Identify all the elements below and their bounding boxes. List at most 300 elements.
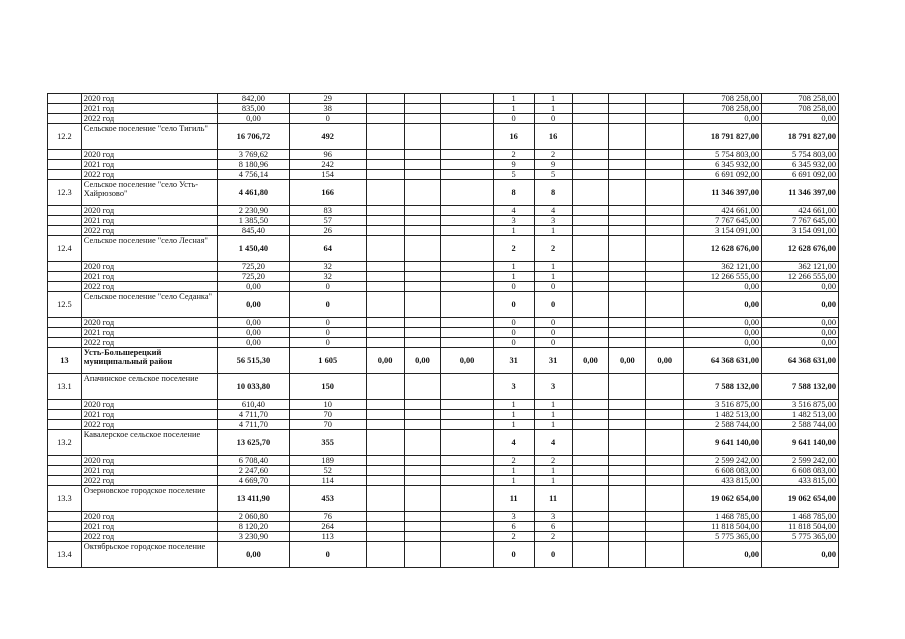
row-number-cell: [48, 272, 82, 282]
residents-cell: 0: [289, 328, 366, 338]
houses-cell: 0: [493, 542, 534, 568]
cost-cell: 0,00: [684, 328, 762, 338]
houses-total-cell: 3: [534, 216, 572, 226]
area-cell: 13 411,90: [218, 486, 290, 512]
row-number-cell: [48, 206, 82, 216]
col-5-cell: [404, 512, 441, 522]
houses-total-cell: 0: [534, 542, 572, 568]
year-row: [48, 456, 839, 466]
col-9-cell: [572, 456, 609, 466]
area-cell: 2 060,80: [218, 512, 290, 522]
col-6-cell: [441, 374, 493, 400]
col-9-cell: [572, 420, 609, 430]
col-5-cell: [404, 542, 441, 568]
houses-cell: 5: [493, 170, 534, 180]
col-11-cell: [646, 338, 684, 348]
col-11-cell: [646, 512, 684, 522]
cost-total-cell: 2 588 744,00: [762, 420, 839, 430]
row-number-cell: [48, 420, 82, 430]
col-4-cell: [366, 374, 404, 400]
cost-total-cell: 12 628 676,00: [762, 236, 839, 262]
col-6-cell: [441, 456, 493, 466]
settlement-row: [48, 236, 839, 262]
row-number-cell: 12.4: [48, 236, 82, 262]
houses-cell: 4: [493, 430, 534, 456]
houses-total-cell: 3: [534, 512, 572, 522]
col-10-cell: [609, 374, 646, 400]
row-number-cell: [48, 410, 82, 420]
row-number-cell: 13.2: [48, 430, 82, 456]
row-number-cell: [48, 466, 82, 476]
col-4-cell: [366, 104, 404, 114]
houses-total-cell: 8: [534, 180, 572, 206]
col-9-cell: [572, 150, 609, 160]
cost-cell: 3 516 875,00: [684, 400, 762, 410]
col-9-cell: [572, 180, 609, 206]
col-9-cell: [572, 476, 609, 486]
cost-total-cell: 708 258,00: [762, 94, 839, 104]
col-9-cell: [572, 282, 609, 292]
houses-total-cell: 11: [534, 486, 572, 512]
col-9-cell: [572, 104, 609, 114]
col-11-cell: [646, 374, 684, 400]
residents-cell: 64: [289, 236, 366, 262]
houses-cell: 0: [493, 338, 534, 348]
settlement-name-cell: 2020 год: [81, 262, 217, 272]
col-6-cell: [441, 476, 493, 486]
year-row: [48, 476, 839, 486]
area-cell: 16 706,72: [218, 124, 290, 150]
houses-total-cell: 1: [534, 104, 572, 114]
col-10-cell: [609, 180, 646, 206]
houses-total-cell: 0: [534, 338, 572, 348]
col-10-cell: [609, 466, 646, 476]
col-5-cell: [404, 94, 441, 104]
row-number-cell: [48, 226, 82, 236]
settlement-name-cell: 2021 год: [81, 272, 217, 282]
col-5-cell: [404, 338, 441, 348]
houses-total-cell: 1: [534, 476, 572, 486]
row-number-cell: [48, 216, 82, 226]
cost-cell: 18 791 827,00: [684, 124, 762, 150]
area-cell: 2 230,90: [218, 206, 290, 216]
col-4-cell: [366, 216, 404, 226]
houses-total-cell: 4: [534, 430, 572, 456]
cost-total-cell: 6 691 092,00: [762, 170, 839, 180]
settlement-name-cell: Сельское поселение "село Лесная": [81, 236, 217, 262]
col-5-cell: [404, 124, 441, 150]
year-row: [48, 410, 839, 420]
houses-cell: 0: [493, 318, 534, 328]
col-5-cell: [404, 216, 441, 226]
col-5-cell: [404, 150, 441, 160]
year-row: [48, 338, 839, 348]
col-10-cell: [609, 124, 646, 150]
cost-total-cell: 2 599 242,00: [762, 456, 839, 466]
col-5-cell: [404, 236, 441, 262]
area-cell: 845,40: [218, 226, 290, 236]
col-11-cell: [646, 328, 684, 338]
col-9-cell: [572, 486, 609, 512]
col-6-cell: [441, 542, 493, 568]
col-5-cell: [404, 466, 441, 476]
cost-total-cell: 12 266 555,00: [762, 272, 839, 282]
settlement-name-cell: Октябрьское городское поселение: [81, 542, 217, 568]
col-9-cell: [572, 226, 609, 236]
row-number-cell: [48, 532, 82, 542]
row-number-cell: [48, 104, 82, 114]
col-6-cell: [441, 160, 493, 170]
area-cell: 725,20: [218, 262, 290, 272]
col-11-cell: [646, 420, 684, 430]
col-6-cell: [441, 216, 493, 226]
col-10-cell: [609, 476, 646, 486]
col-9-cell: [572, 124, 609, 150]
cost-cell: 1 468 785,00: [684, 512, 762, 522]
col-11-cell: [646, 532, 684, 542]
area-cell: 842,00: [218, 94, 290, 104]
area-cell: 0,00: [218, 282, 290, 292]
col-4-cell: [366, 206, 404, 216]
houses-total-cell: 1: [534, 272, 572, 282]
houses-total-cell: 1: [534, 420, 572, 430]
residents-cell: 52: [289, 466, 366, 476]
settlement-row: [48, 124, 839, 150]
cost-cell: 0,00: [684, 542, 762, 568]
residents-cell: 355: [289, 430, 366, 456]
cost-total-cell: 3 154 091,00: [762, 226, 839, 236]
col-4-cell: [366, 272, 404, 282]
cost-total-cell: 11 346 397,00: [762, 180, 839, 206]
cost-total-cell: 19 062 654,00: [762, 486, 839, 512]
col-6-cell: [441, 522, 493, 532]
col-6-cell: [441, 512, 493, 522]
houses-total-cell: 2: [534, 456, 572, 466]
settlement-name-cell: 2022 год: [81, 170, 217, 180]
year-row: [48, 512, 839, 522]
cost-total-cell: 362 121,00: [762, 262, 839, 272]
houses-cell: 6: [493, 522, 534, 532]
houses-total-cell: 16: [534, 124, 572, 150]
cost-cell: 64 368 631,00: [684, 348, 762, 374]
year-row: [48, 170, 839, 180]
area-cell: 2 247,60: [218, 466, 290, 476]
cost-total-cell: 11 818 504,00: [762, 522, 839, 532]
settlement-name-cell: 2021 год: [81, 216, 217, 226]
col-6-cell: [441, 236, 493, 262]
col-9-cell: [572, 466, 609, 476]
col-11-cell: [646, 236, 684, 262]
housing-program-table: [47, 93, 839, 568]
cost-cell: 362 121,00: [684, 262, 762, 272]
col-11-cell: [646, 430, 684, 456]
col-4-cell: [366, 486, 404, 512]
cost-total-cell: 5 775 365,00: [762, 532, 839, 542]
col-10-cell: 0,00: [609, 348, 646, 374]
year-row: [48, 104, 839, 114]
settlement-name-cell: 2022 год: [81, 226, 217, 236]
col-9-cell: [572, 532, 609, 542]
cost-total-cell: 433 815,00: [762, 476, 839, 486]
col-4-cell: [366, 292, 404, 318]
col-9-cell: [572, 400, 609, 410]
year-row: [48, 328, 839, 338]
cost-total-cell: 7 767 645,00: [762, 216, 839, 226]
cost-total-cell: 5 754 803,00: [762, 150, 839, 160]
col-11-cell: [646, 180, 684, 206]
settlement-name-cell: 2022 год: [81, 420, 217, 430]
houses-total-cell: 9: [534, 160, 572, 170]
col-11-cell: [646, 124, 684, 150]
row-number-cell: [48, 328, 82, 338]
settlement-row: [48, 430, 839, 456]
houses-cell: 1: [493, 104, 534, 114]
houses-total-cell: 1: [534, 262, 572, 272]
residents-cell: 38: [289, 104, 366, 114]
col-11-cell: [646, 104, 684, 114]
col-11-cell: [646, 466, 684, 476]
col-5-cell: [404, 292, 441, 318]
cost-total-cell: 708 258,00: [762, 104, 839, 114]
cost-cell: 1 482 513,00: [684, 410, 762, 420]
houses-cell: 2: [493, 456, 534, 466]
houses-total-cell: 0: [534, 282, 572, 292]
year-row: [48, 272, 839, 282]
col-4-cell: [366, 430, 404, 456]
cost-total-cell: 0,00: [762, 114, 839, 124]
cost-cell: 19 062 654,00: [684, 486, 762, 512]
settlement-name-cell: 2022 год: [81, 338, 217, 348]
col-4-cell: [366, 226, 404, 236]
col-5-cell: 0,00: [404, 348, 441, 374]
col-5-cell: [404, 272, 441, 282]
houses-total-cell: 0: [534, 328, 572, 338]
col-10-cell: [609, 282, 646, 292]
area-cell: 0,00: [218, 328, 290, 338]
col-10-cell: [609, 104, 646, 114]
residents-cell: 96: [289, 150, 366, 160]
residents-cell: 57: [289, 216, 366, 226]
residents-cell: 264: [289, 522, 366, 532]
col-4-cell: [366, 318, 404, 328]
houses-cell: 9: [493, 160, 534, 170]
cost-cell: 0,00: [684, 114, 762, 124]
cost-cell: 5 754 803,00: [684, 150, 762, 160]
col-4-cell: [366, 94, 404, 104]
residents-cell: 29: [289, 94, 366, 104]
col-6-cell: [441, 94, 493, 104]
cost-cell: 2 588 744,00: [684, 420, 762, 430]
area-cell: 725,20: [218, 272, 290, 282]
area-cell: 610,40: [218, 400, 290, 410]
residents-cell: 166: [289, 180, 366, 206]
col-10-cell: [609, 522, 646, 532]
houses-cell: 11: [493, 486, 534, 512]
col-10-cell: [609, 512, 646, 522]
settlement-name-cell: 2021 год: [81, 466, 217, 476]
col-11-cell: [646, 170, 684, 180]
col-5-cell: [404, 410, 441, 420]
houses-total-cell: 6: [534, 522, 572, 532]
cost-cell: 7 767 645,00: [684, 216, 762, 226]
cost-total-cell: 1 468 785,00: [762, 512, 839, 522]
residents-cell: 70: [289, 410, 366, 420]
cost-cell: 7 588 132,00: [684, 374, 762, 400]
settlement-name-cell: Кавалерское сельское поселение: [81, 430, 217, 456]
settlement-name-cell: 2022 год: [81, 532, 217, 542]
row-number-cell: [48, 456, 82, 466]
row-number-cell: [48, 114, 82, 124]
row-number-cell: [48, 318, 82, 328]
col-9-cell: [572, 542, 609, 568]
houses-cell: 1: [493, 410, 534, 420]
col-10-cell: [609, 430, 646, 456]
col-6-cell: [441, 272, 493, 282]
year-row: [48, 226, 839, 236]
houses-total-cell: 1: [534, 94, 572, 104]
houses-total-cell: 1: [534, 400, 572, 410]
col-11-cell: [646, 456, 684, 466]
houses-cell: 1: [493, 272, 534, 282]
col-6-cell: [441, 318, 493, 328]
cost-cell: 9 641 140,00: [684, 430, 762, 456]
residents-cell: 0: [289, 318, 366, 328]
area-cell: 3 230,90: [218, 532, 290, 542]
cost-cell: 3 154 091,00: [684, 226, 762, 236]
cost-total-cell: 9 641 140,00: [762, 430, 839, 456]
houses-total-cell: 31: [534, 348, 572, 374]
row-number-cell: 12.2: [48, 124, 82, 150]
col-10-cell: [609, 206, 646, 216]
cost-cell: 11 818 504,00: [684, 522, 762, 532]
col-5-cell: [404, 476, 441, 486]
cost-cell: 6 345 932,00: [684, 160, 762, 170]
col-5-cell: [404, 262, 441, 272]
residents-cell: 32: [289, 272, 366, 282]
houses-cell: 3: [493, 374, 534, 400]
col-4-cell: [366, 150, 404, 160]
col-9-cell: [572, 410, 609, 420]
cost-cell: 0,00: [684, 318, 762, 328]
col-9-cell: [572, 338, 609, 348]
residents-cell: 76: [289, 512, 366, 522]
col-10-cell: [609, 272, 646, 282]
col-9-cell: [572, 512, 609, 522]
col-10-cell: [609, 328, 646, 338]
houses-total-cell: 0: [534, 114, 572, 124]
houses-cell: 2: [493, 236, 534, 262]
cost-total-cell: 7 588 132,00: [762, 374, 839, 400]
settlement-name-cell: 2021 год: [81, 522, 217, 532]
houses-total-cell: 0: [534, 292, 572, 318]
year-row: [48, 160, 839, 170]
area-cell: 8 180,96: [218, 160, 290, 170]
col-9-cell: [572, 206, 609, 216]
cost-total-cell: 0,00: [762, 318, 839, 328]
settlement-name-cell: 2020 год: [81, 318, 217, 328]
col-5-cell: [404, 420, 441, 430]
col-6-cell: [441, 532, 493, 542]
col-10-cell: [609, 410, 646, 420]
cost-cell: 433 815,00: [684, 476, 762, 486]
col-6-cell: [441, 282, 493, 292]
cost-total-cell: 3 516 875,00: [762, 400, 839, 410]
year-row: [48, 318, 839, 328]
houses-cell: 8: [493, 180, 534, 206]
col-4-cell: [366, 466, 404, 476]
col-4-cell: [366, 328, 404, 338]
col-9-cell: [572, 262, 609, 272]
cost-total-cell: 18 791 827,00: [762, 124, 839, 150]
houses-cell: 1: [493, 226, 534, 236]
area-cell: 0,00: [218, 318, 290, 328]
row-number-cell: 13.4: [48, 542, 82, 568]
houses-total-cell: 2: [534, 150, 572, 160]
col-11-cell: [646, 476, 684, 486]
col-4-cell: [366, 282, 404, 292]
area-cell: 10 033,80: [218, 374, 290, 400]
col-9-cell: [572, 114, 609, 124]
cost-cell: 11 346 397,00: [684, 180, 762, 206]
cost-cell: 12 628 676,00: [684, 236, 762, 262]
col-9-cell: [572, 236, 609, 262]
row-number-cell: [48, 476, 82, 486]
area-cell: 4 711,70: [218, 420, 290, 430]
col-6-cell: [441, 104, 493, 114]
row-number-cell: [48, 282, 82, 292]
area-cell: 13 625,70: [218, 430, 290, 456]
col-6-cell: [441, 180, 493, 206]
houses-cell: 16: [493, 124, 534, 150]
cost-cell: 2 599 242,00: [684, 456, 762, 466]
col-6-cell: [441, 410, 493, 420]
col-10-cell: [609, 542, 646, 568]
houses-total-cell: 1: [534, 226, 572, 236]
col-5-cell: [404, 104, 441, 114]
residents-cell: 26: [289, 226, 366, 236]
residents-cell: 10: [289, 400, 366, 410]
residents-cell: 0: [289, 282, 366, 292]
col-6-cell: [441, 114, 493, 124]
col-10-cell: [609, 292, 646, 318]
col-5-cell: [404, 206, 441, 216]
houses-cell: 1: [493, 94, 534, 104]
settlement-name-cell: 2021 год: [81, 328, 217, 338]
col-10-cell: [609, 216, 646, 226]
houses-cell: 3: [493, 216, 534, 226]
residents-cell: 0: [289, 292, 366, 318]
col-10-cell: [609, 456, 646, 466]
col-6-cell: [441, 170, 493, 180]
cost-cell: 6 608 083,00: [684, 466, 762, 476]
area-cell: 1 385,50: [218, 216, 290, 226]
settlement-name-cell: 2020 год: [81, 456, 217, 466]
houses-cell: 0: [493, 328, 534, 338]
settlement-name-cell: 2022 год: [81, 476, 217, 486]
col-9-cell: [572, 328, 609, 338]
houses-cell: 1: [493, 420, 534, 430]
col-9-cell: [572, 374, 609, 400]
col-9-cell: [572, 216, 609, 226]
houses-cell: 3: [493, 512, 534, 522]
settlement-name-cell: 2022 год: [81, 282, 217, 292]
area-cell: 0,00: [218, 542, 290, 568]
settlement-name-cell: Усть-Большерецкий муниципальный район: [81, 348, 217, 374]
year-row: [48, 400, 839, 410]
col-9-cell: [572, 430, 609, 456]
col-9-cell: 0,00: [572, 348, 609, 374]
col-10-cell: [609, 150, 646, 160]
